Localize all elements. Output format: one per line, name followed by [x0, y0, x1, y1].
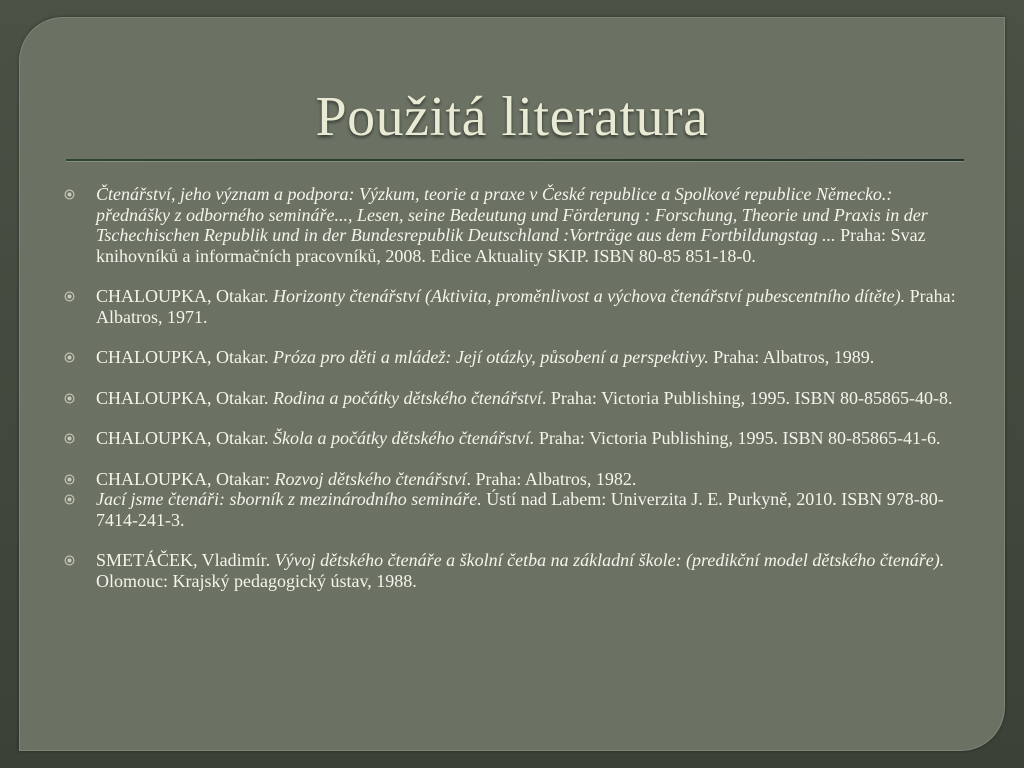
reference-item: [61, 469, 961, 490]
reference-title: Čtenářství, jeho význam a podpora: Výzkum, teorie a praxe v České republice a Spolkové republice Německo.: přednášky z odborného semináře..., Lesen, seine Bedeutung und Förderung : Forschung, Theorie und Praxis in der Tschechischen Republik und in der Bundesrepublik Deutschland :Vorträge aus dem Fortbildungstag ...: [96, 184, 928, 245]
slide-title: Použitá literatura: [315, 86, 709, 148]
reference-publication: Ústí nad Labem: Univerzita J. E. Purkyně, 2010. ISBN 978-80-7414-241-3.: [96, 489, 944, 530]
reference-publication: Praha: Albatros, 1989.: [708, 347, 875, 367]
reference-title: Horizonty čtenářství (Aktivita, proměnlivost a výchova čtenářství pubescentního dítěte).: [273, 286, 906, 306]
circled-dot-bullet-icon: [64, 494, 75, 505]
reference-publication: Praha: Albatros, 1971.: [96, 286, 956, 327]
reference-item: [61, 286, 961, 327]
reference-publication: Praha: Svaz knihovníků a informačních pracovníků, 2008. Edice Aktuality SKIP. ISBN 80-85 851-18-0.: [96, 225, 926, 266]
circled-dot-bullet-icon: [64, 352, 75, 363]
reference-title: Vývoj dětského čtenáře a školní četba na základní škole: (predikční model dětského čtenáře).: [274, 550, 945, 570]
reference-item: [61, 550, 961, 591]
reference-author: CHALOUPKA, Otakar.: [96, 347, 273, 367]
reference-publication: Praha: Victoria Publishing, 1995. ISBN 80-85865-41-6.: [534, 428, 941, 448]
title-divider: [66, 159, 964, 162]
circled-dot-bullet-icon: [64, 189, 75, 200]
reference-title: Próza pro děti a mládež: Její otázky, působení a perspektivy.: [273, 347, 709, 367]
reference-author: SMETÁČEK, Vladimír.: [96, 550, 275, 570]
reference-publication: Olomouc: Krajský pedagogický ústav, 1988.: [96, 570, 417, 591]
circled-dot-bullet-icon: [64, 555, 75, 566]
reference-author: CHALOUPKA, Otakar.: [96, 428, 273, 448]
circled-dot-bullet-icon: [64, 291, 75, 302]
reference-author: CHALOUPKA, Otakar.: [96, 286, 273, 306]
circled-dot-bullet-icon: [64, 393, 75, 404]
reference-publication: . Praha: Victoria Publishing, 1995. ISBN 80-85865-40-8.: [541, 387, 953, 408]
reference-title: Jací jsme čtenáři: sborník z mezinárodního semináře.: [96, 489, 482, 509]
reference-author: CHALOUPKA, Otakar:: [96, 468, 275, 489]
reference-list: [61, 184, 961, 591]
circled-dot-bullet-icon: [64, 433, 75, 444]
reference-author: CHALOUPKA, Otakar.: [96, 387, 273, 408]
reference-item: [61, 388, 961, 409]
reference-title: Rozvoj dětského čtenářství: [274, 468, 467, 489]
reference-item: [61, 428, 961, 449]
circled-dot-bullet-icon: [64, 474, 75, 485]
reference-item: [61, 184, 961, 266]
reference-item: [61, 489, 961, 530]
reference-publication: . Praha: Albatros, 1982.: [466, 468, 637, 489]
reference-item: [61, 347, 961, 368]
reference-title: Škola a počátky dětského čtenářství.: [273, 428, 535, 448]
slide-panel: [19, 17, 1005, 751]
reference-title: Rodina a počátky dětského čtenářství: [273, 387, 542, 408]
